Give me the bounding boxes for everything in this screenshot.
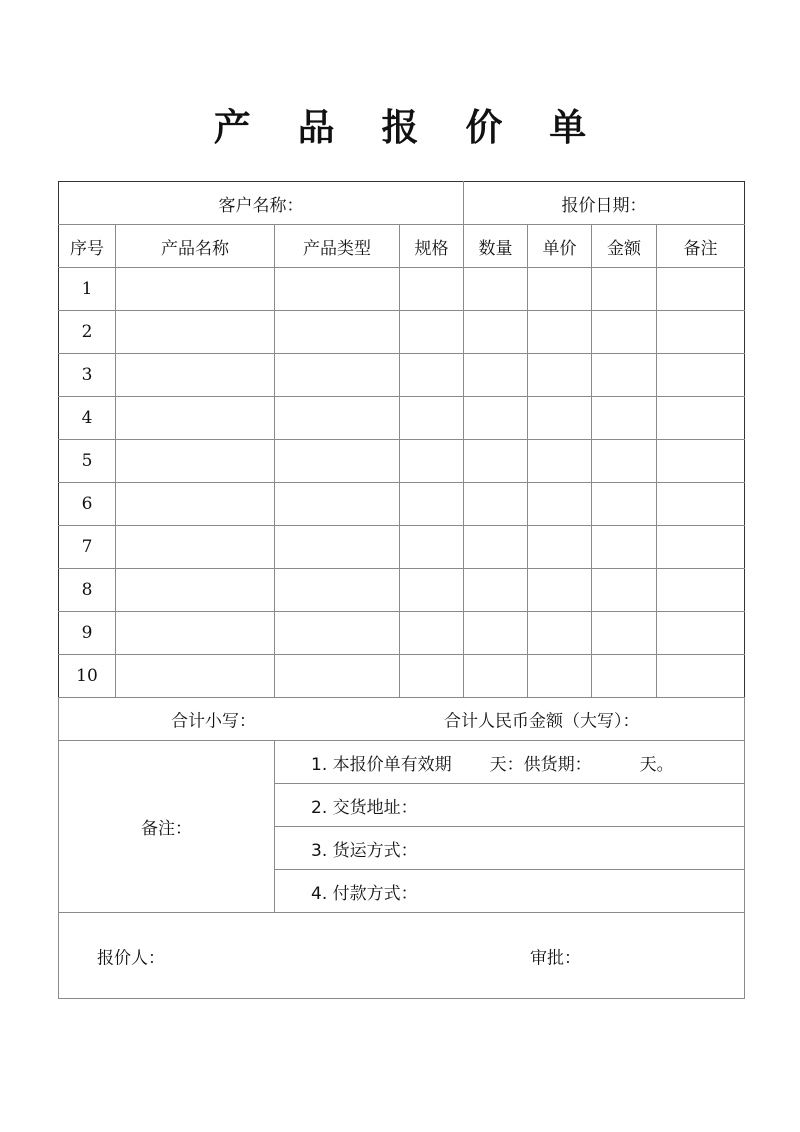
amount-cell[interactable] (592, 483, 657, 526)
col-header-amount: 金额 (592, 225, 657, 268)
total-rmb-label: 合计人民币金额（大写）： (444, 711, 640, 732)
unit-price-cell[interactable] (528, 268, 592, 311)
spec-cell[interactable] (400, 268, 464, 311)
unit-price-cell[interactable] (528, 612, 592, 655)
quantity-cell[interactable] (464, 569, 528, 612)
row-index: 5 (59, 440, 116, 483)
spec-cell[interactable] (400, 440, 464, 483)
product-type-cell[interactable] (275, 526, 400, 569)
product-type-cell[interactable] (275, 612, 400, 655)
customer-name-cell[interactable] (59, 182, 464, 225)
product-name-cell[interactable] (116, 397, 275, 440)
table-row (59, 612, 745, 655)
unit-price-cell[interactable] (528, 440, 592, 483)
delivery-address-label: 2. 交货地址： (311, 797, 418, 818)
quantity-cell[interactable] (464, 483, 528, 526)
product-name-cell[interactable] (116, 268, 275, 311)
remarks-cell[interactable] (657, 655, 745, 698)
quantity-cell[interactable] (464, 655, 528, 698)
product-type-cell[interactable] (275, 440, 400, 483)
quoter-label: 报价人： (97, 948, 165, 968)
col-header-index: 序号 (59, 225, 116, 268)
amount-cell[interactable] (592, 655, 657, 698)
col-header-remarks: 备注 (657, 225, 745, 268)
quantity-cell[interactable] (464, 612, 528, 655)
amount-cell[interactable] (592, 311, 657, 354)
approval-label: 审批： (530, 948, 581, 968)
unit-price-cell[interactable] (528, 569, 592, 612)
remark-line-payment-method[interactable] (275, 870, 745, 913)
spec-cell[interactable] (400, 311, 464, 354)
row-index: 2 (59, 311, 116, 354)
product-type-cell[interactable] (275, 483, 400, 526)
supply-period-label: 天：供货期： (489, 754, 592, 775)
remarks-cell[interactable] (657, 612, 745, 655)
table-row (59, 655, 745, 698)
amount-cell[interactable] (592, 526, 657, 569)
unit-price-cell[interactable] (528, 526, 592, 569)
spec-cell[interactable] (400, 612, 464, 655)
spec-cell[interactable] (400, 354, 464, 397)
quote-table (58, 181, 745, 999)
customer-name-label: 客户名称： (218, 195, 304, 216)
table-row (59, 397, 745, 440)
spec-cell[interactable] (400, 569, 464, 612)
shipping-method-label: 3. 货运方式： (311, 840, 418, 861)
table-row (59, 268, 745, 311)
quantity-cell[interactable] (464, 354, 528, 397)
amount-cell[interactable] (592, 354, 657, 397)
col-header-product-type: 产品类型 (275, 225, 400, 268)
product-type-cell[interactable] (275, 569, 400, 612)
spec-cell[interactable] (400, 397, 464, 440)
spec-cell[interactable] (400, 483, 464, 526)
amount-cell[interactable] (592, 440, 657, 483)
remarks-cell[interactable] (657, 397, 745, 440)
remarks-label: 备注： (141, 819, 192, 839)
row-index: 6 (59, 483, 116, 526)
quantity-cell[interactable] (464, 268, 528, 311)
remarks-cell[interactable] (657, 440, 745, 483)
unit-price-cell[interactable] (528, 655, 592, 698)
unit-price-cell[interactable] (528, 397, 592, 440)
remarks-label-cell (59, 741, 275, 913)
product-type-cell[interactable] (275, 655, 400, 698)
remark-line-shipping-method[interactable] (275, 827, 745, 870)
remark-line-validity[interactable] (275, 741, 745, 784)
row-index: 8 (59, 569, 116, 612)
product-type-cell[interactable] (275, 397, 400, 440)
quantity-cell[interactable] (464, 397, 528, 440)
quantity-cell[interactable] (464, 311, 528, 354)
unit-price-cell[interactable] (528, 311, 592, 354)
table-row (59, 311, 745, 354)
col-header-unit-price: 单价 (528, 225, 592, 268)
table-row (59, 354, 745, 397)
row-index: 7 (59, 526, 116, 569)
product-type-cell[interactable] (275, 311, 400, 354)
row-index: 9 (59, 612, 116, 655)
quote-date-cell[interactable] (464, 182, 745, 225)
row-index: 1 (59, 268, 116, 311)
totals-row[interactable] (59, 698, 745, 741)
product-name-cell[interactable] (116, 655, 275, 698)
quantity-cell[interactable] (464, 526, 528, 569)
quantity-cell[interactable] (464, 440, 528, 483)
unit-price-cell[interactable] (528, 483, 592, 526)
remarks-cell[interactable] (657, 354, 745, 397)
total-small-label: 合计小写： (171, 711, 256, 732)
row-index: 10 (59, 655, 116, 698)
col-header-quantity: 数量 (464, 225, 528, 268)
product-type-cell[interactable] (275, 354, 400, 397)
product-name-cell[interactable] (116, 354, 275, 397)
remarks-cell[interactable] (657, 483, 745, 526)
row-index: 3 (59, 354, 116, 397)
table-row (59, 526, 745, 569)
table-row (59, 440, 745, 483)
col-header-spec: 规格 (400, 225, 464, 268)
remark-line-delivery-address[interactable] (275, 784, 745, 827)
amount-cell[interactable] (592, 612, 657, 655)
amount-cell[interactable] (592, 397, 657, 440)
page-title: 产 品 报 价 单 (213, 106, 604, 149)
signature-row[interactable] (59, 913, 745, 999)
spec-cell[interactable] (400, 526, 464, 569)
table-row (59, 569, 745, 612)
days-suffix: 天。 (639, 754, 674, 775)
product-name-cell[interactable] (116, 526, 275, 569)
payment-method-label: 4. 付款方式： (311, 883, 418, 904)
amount-cell[interactable] (592, 569, 657, 612)
amount-cell[interactable] (592, 268, 657, 311)
product-type-cell[interactable] (275, 268, 400, 311)
unit-price-cell[interactable] (528, 354, 592, 397)
quote-date-label: 报价日期： (561, 195, 647, 216)
product-name-cell[interactable] (116, 612, 275, 655)
product-name-cell[interactable] (116, 311, 275, 354)
product-name-cell[interactable] (116, 569, 275, 612)
validity-label: 1. 本报价单有效期 (311, 754, 452, 775)
product-name-cell[interactable] (116, 483, 275, 526)
remarks-cell[interactable] (657, 268, 745, 311)
remarks-cell[interactable] (657, 311, 745, 354)
product-name-cell[interactable] (116, 440, 275, 483)
remarks-cell[interactable] (657, 569, 745, 612)
row-index: 4 (59, 397, 116, 440)
spec-cell[interactable] (400, 655, 464, 698)
table-row (59, 483, 745, 526)
col-header-product-name: 产品名称 (116, 225, 275, 268)
remarks-cell[interactable] (657, 526, 745, 569)
